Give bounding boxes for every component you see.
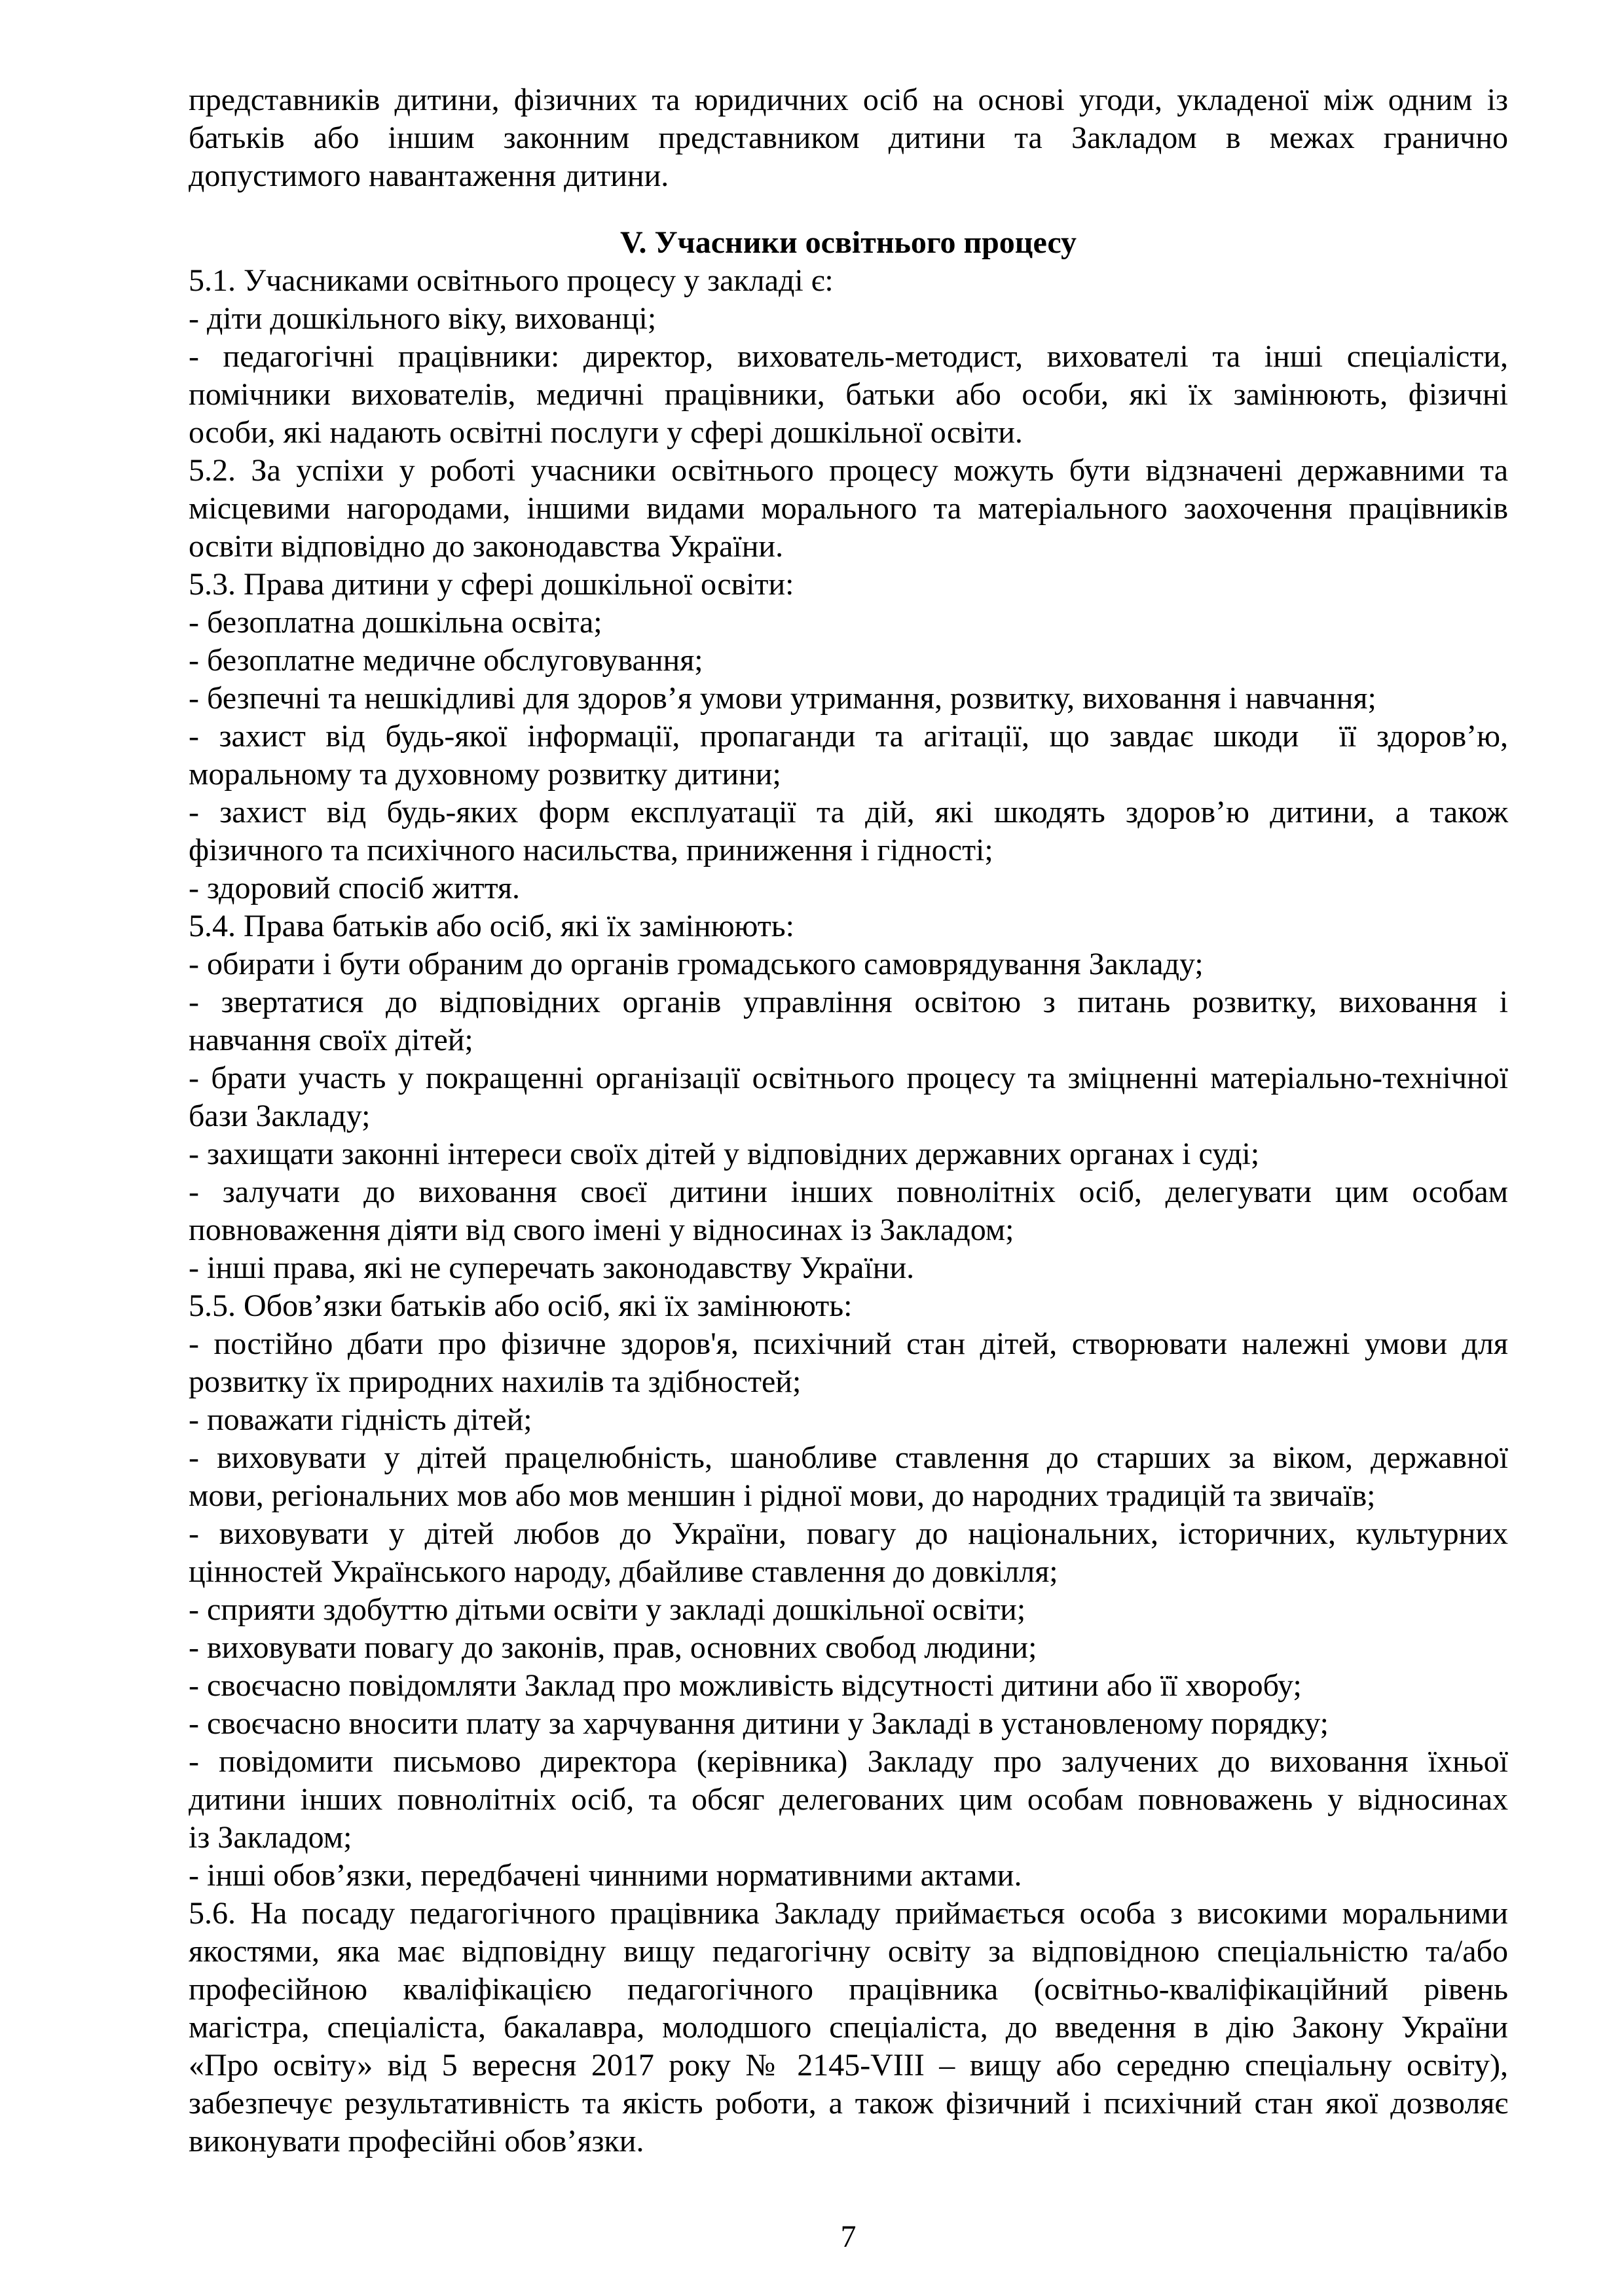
text-line: магістра, спеціаліста, бакалавра, молодшого спеціаліста, до введення в дію Закону України bbox=[189, 2010, 1508, 2045]
text-line: якостями, яка має відповідну вищу педагогічну освіту за відповідною спеціальністю та/або bbox=[189, 1934, 1508, 1969]
text-line: забезпечує результативність та якість роботи, а також фізичний і психічний стан якої дозволяє bbox=[189, 2086, 1508, 2121]
text-line: освіти відповідно до законодавства України. bbox=[189, 529, 784, 564]
text-line: розвитку їх природних нахилів та здібностей; bbox=[189, 1364, 802, 1399]
text-line: - обирати і бути обраним до органів громадського самоврядування Закладу; bbox=[189, 947, 1204, 981]
text-line: - безпечні та нешкідливі для здоров’я умови утримання, розвитку, виховання і навчання; bbox=[189, 681, 1376, 716]
text-line: - захист від будь-якої інформації, пропаганди та агітації, що завдає шкоди її здоров’ю, bbox=[189, 719, 1508, 754]
text-line: - поважати гідність дітей; bbox=[189, 1402, 532, 1437]
text-line: 5.3. Права дитини у сфері дошкільної освіти: bbox=[189, 567, 794, 602]
document-body bbox=[189, 81, 1508, 2160]
text-line: помічники вихователів, медичні працівники, батьки або особи, які їх замінюють, фізичні bbox=[189, 377, 1508, 412]
text-line: - інші права, які не суперечать законодавству України. bbox=[189, 1250, 915, 1285]
text-line: особи, які надають освітні послуги у сфері дошкільної освіти. bbox=[189, 415, 1023, 450]
text-line: - виховувати у дітей працелюбність, шанобливе ставлення до старших за віком, державної bbox=[189, 1440, 1508, 1475]
text-line: фізичного та психічного насильства, приниження і гідності; bbox=[189, 833, 993, 867]
text-line: 5.5. Обов’язки батьків або осіб, які їх замінюють: bbox=[189, 1288, 853, 1323]
text-line: - залучати до виховання своєї дитини інших повнолітніх осіб, делегувати цим особам bbox=[189, 1175, 1508, 1209]
text-line: повноваження діяти від свого імені у відносинах із Закладом; bbox=[189, 1212, 1014, 1247]
text-line: - брати участь у покращенні організації освітнього процесу та зміцненні матеріально-технічної bbox=[189, 1061, 1508, 1095]
text-line: - виховувати повагу до законів, прав, основних свобод людини; bbox=[189, 1630, 1037, 1665]
text-line: 5.4. Права батьків або осіб, які їх замінюють: bbox=[189, 909, 794, 943]
text-line: виконувати професійні обов’язки. bbox=[189, 2124, 644, 2159]
text-line: навчання своїх дітей; bbox=[189, 1023, 473, 1057]
text-line: професійною кваліфікацією педагогічного працівника (освітньо-кваліфікаційний рівень bbox=[189, 1972, 1508, 2007]
text-line: 5.2. За успіхи у роботі учасники освітнього процесу можуть бути відзначені державними та bbox=[189, 453, 1508, 488]
text-line: допустимого навантаження дитини. bbox=[189, 158, 669, 193]
text-line: - безоплатне медичне обслуговування; bbox=[189, 643, 703, 678]
text-line: дитини інших повнолітніх осіб, та обсяг делегованих цим особам повноважень у відносинах bbox=[189, 1782, 1508, 1817]
text-line: моральному та духовному розвитку дитини; bbox=[189, 757, 781, 792]
text-line: «Про освіту» від 5 вересня 2017 року № 2145-VIII – вищу або середню спеціальну освіту), bbox=[189, 2048, 1508, 2083]
text-line: цінностей Українського народу, дбайливе ставлення до довкілля; bbox=[189, 1554, 1058, 1589]
text-line: - своєчасно повідомляти Заклад про можливість відсутності дитини або її хворобу; bbox=[189, 1668, 1302, 1703]
text-line: - інші обов’язки, передбачені чинними нормативними актами. bbox=[189, 1858, 1022, 1893]
text-line: місцевими нагородами, іншими видами морального та матеріального заохочення працівників bbox=[189, 491, 1508, 526]
text-line: представників дитини, фізичних та юридичних осіб на основі угоди, укладеної між одним із bbox=[189, 82, 1508, 117]
text-line: - постійно дбати про фізичне здоров'я, психічний стан дітей, створювати належні умови для bbox=[189, 1326, 1508, 1361]
text-line: мови, регіональних мов або мов меншин і рідної мови, до народних традицій та звичаїв; bbox=[189, 1478, 1376, 1513]
text-line: - звертатися до відповідних органів управління освітою з питань розвитку, виховання і bbox=[189, 985, 1508, 1019]
text-line: - діти дошкільного віку, вихованці; bbox=[189, 301, 657, 336]
text-line: батьків або іншим законним представником дитини та Закладом в межах гранично bbox=[189, 120, 1508, 155]
text-line: бази Закладу; bbox=[189, 1099, 371, 1133]
text-line: 5.6. На посаду педагогічного працівника Закладу приймається особа з високими моральними bbox=[189, 1896, 1508, 1931]
text-line: - повідомити письмово директора (керівника) Закладу про залучених до виховання їхньої bbox=[189, 1744, 1508, 1779]
text-line: - здоровий спосіб життя. bbox=[189, 871, 521, 905]
text-line: - захищати законні інтереси своїх дітей у відповідних державних органах і суді; bbox=[189, 1137, 1260, 1171]
text-line: - сприяти здобуттю дітьми освіти у закладі дошкільної освіти; bbox=[189, 1592, 1026, 1627]
text-line: - виховувати у дітей любов до України, повагу до національних, історичних, культурних bbox=[189, 1516, 1508, 1551]
text-line: - педагогічні працівники: директор, вихователь-методист, вихователі та інші спеціалісти, bbox=[189, 339, 1508, 374]
text-line: - безоплатна дошкільна освіта; bbox=[189, 605, 602, 640]
text-line: - своєчасно вносити плату за харчування дитини у Закладі в установленому порядку; bbox=[189, 1706, 1329, 1741]
page-number: 7 bbox=[840, 2219, 857, 2254]
section-heading: V. Учасники освітнього процесу bbox=[619, 225, 1077, 260]
text-line: 5.1. Учасниками освітнього процесу у закладі є: bbox=[189, 263, 834, 298]
text-line: - захист від будь-яких форм експлуатації та дій, які шкодять здоров’ю дитини, а також bbox=[189, 795, 1508, 829]
text-line: із Закладом; bbox=[189, 1820, 352, 1855]
